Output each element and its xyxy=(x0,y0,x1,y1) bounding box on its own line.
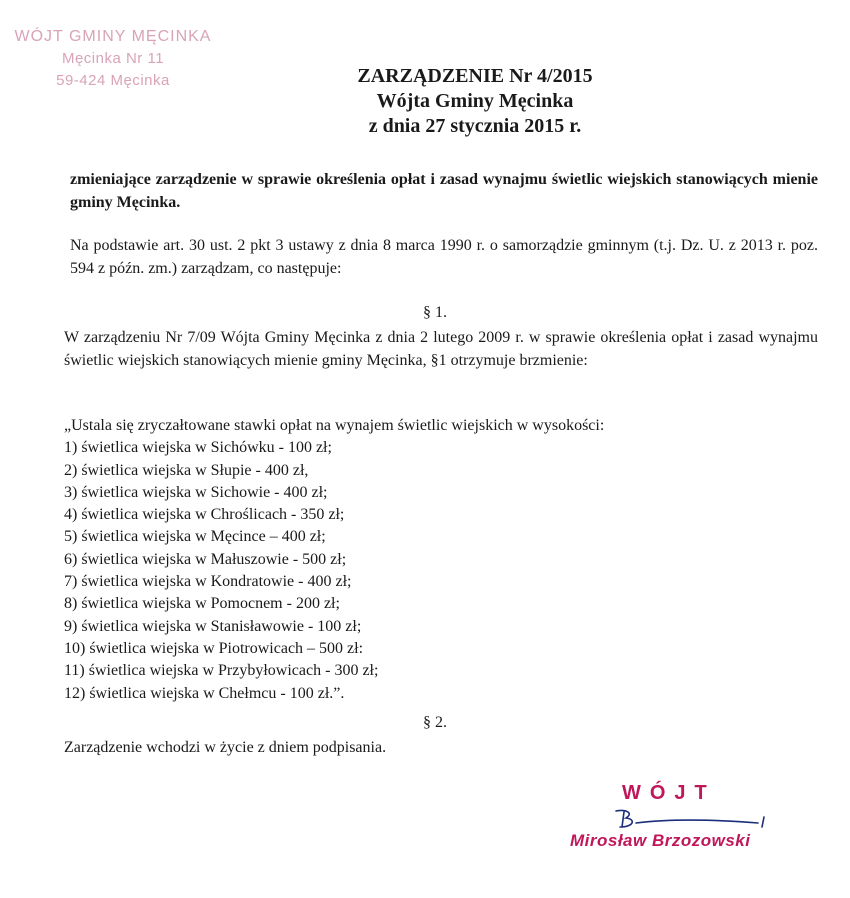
legal-basis: Na podstawie art. 30 ust. 2 pkt 3 ustawy z dnia 8 marca 1990 r. o samorządzie gminnym (t.j. Dz. U. z 2013 r. poz. 594 z późn. zm.) zarządzam, co następuje: xyxy=(70,237,818,277)
rates-intro: „Ustala się zryczałtowane stawki opłat na wynajem świetlic wiejskich w wysokości: xyxy=(64,417,605,434)
rates-list xyxy=(64,415,604,705)
list-item: 6) świetlica wiejska w Małuszowie - 500 zł; xyxy=(64,550,347,568)
document-subject: zmieniające zarządzenie w sprawie określenia opłat i zasad wynajmu świetlic wiejskich stanowiących mienie gminy Męcinka. xyxy=(70,171,818,211)
document-issuer: Wójta Gminy Męcinka xyxy=(376,90,574,112)
list-item: 9) świetlica wiejska w Stanisławowie - 100 zł; xyxy=(64,617,362,635)
document-title: ZARZĄDZENIE Nr 4/2015 xyxy=(357,65,593,87)
section-1-mark: § 1. xyxy=(423,304,447,321)
stamp-line-2: Męcinka Nr 11 xyxy=(61,50,165,67)
section-2-text: Zarządzenie wchodzi w życie z dniem podpisania. xyxy=(64,739,387,756)
section-1-text: W zarządzeniu Nr 7/09 Wójta Gminy Męcinka z dnia 2 lutego 2009 r. w sprawie określenia opłat i zasad wynajmu świetlic wiejskich stanowiących mienie gminy Męcinka, §1 otrzymuje brzmienie: xyxy=(64,329,818,369)
list-item: 1) świetlica wiejska w Sichówku - 100 zł; xyxy=(64,439,332,457)
section-2-mark: § 2. xyxy=(423,714,447,731)
signature-title: WÓJT xyxy=(622,782,716,804)
list-item: 2) świetlica wiejska w Słupie - 400 zł, xyxy=(64,461,309,479)
list-item: 4) świetlica wiejska w Chroślicach - 350 zł; xyxy=(64,506,345,524)
stamp-line-3: 59-424 Męcinka xyxy=(56,72,170,89)
list-item: 11) świetlica wiejska w Przybyłowicach - 300 zł; xyxy=(64,662,379,680)
signature-block xyxy=(560,782,800,851)
list-item: 12) świetlica wiejska w Chełmcu - 100 zł.”. xyxy=(64,684,345,702)
stamp-line-1: WÓJT GMINY MĘCINKA xyxy=(14,28,212,45)
list-item: 10) świetlica wiejska w Piotrowicach – 500 zł: xyxy=(64,639,364,657)
document-date: z dnia 27 stycznia 2015 r. xyxy=(368,115,582,137)
signer-name: Mirosław Brzozowski xyxy=(570,831,751,850)
list-item: 5) świetlica wiejska w Męcince – 400 zł; xyxy=(64,528,326,546)
document-header xyxy=(0,64,850,139)
list-item: 7) świetlica wiejska w Kondratowie - 400 zł; xyxy=(64,573,352,591)
list-item: 3) świetlica wiejska w Sichowie - 400 zł; xyxy=(64,483,328,501)
list-item: 8) świetlica wiejska w Pomocnem - 200 zł; xyxy=(64,595,340,613)
